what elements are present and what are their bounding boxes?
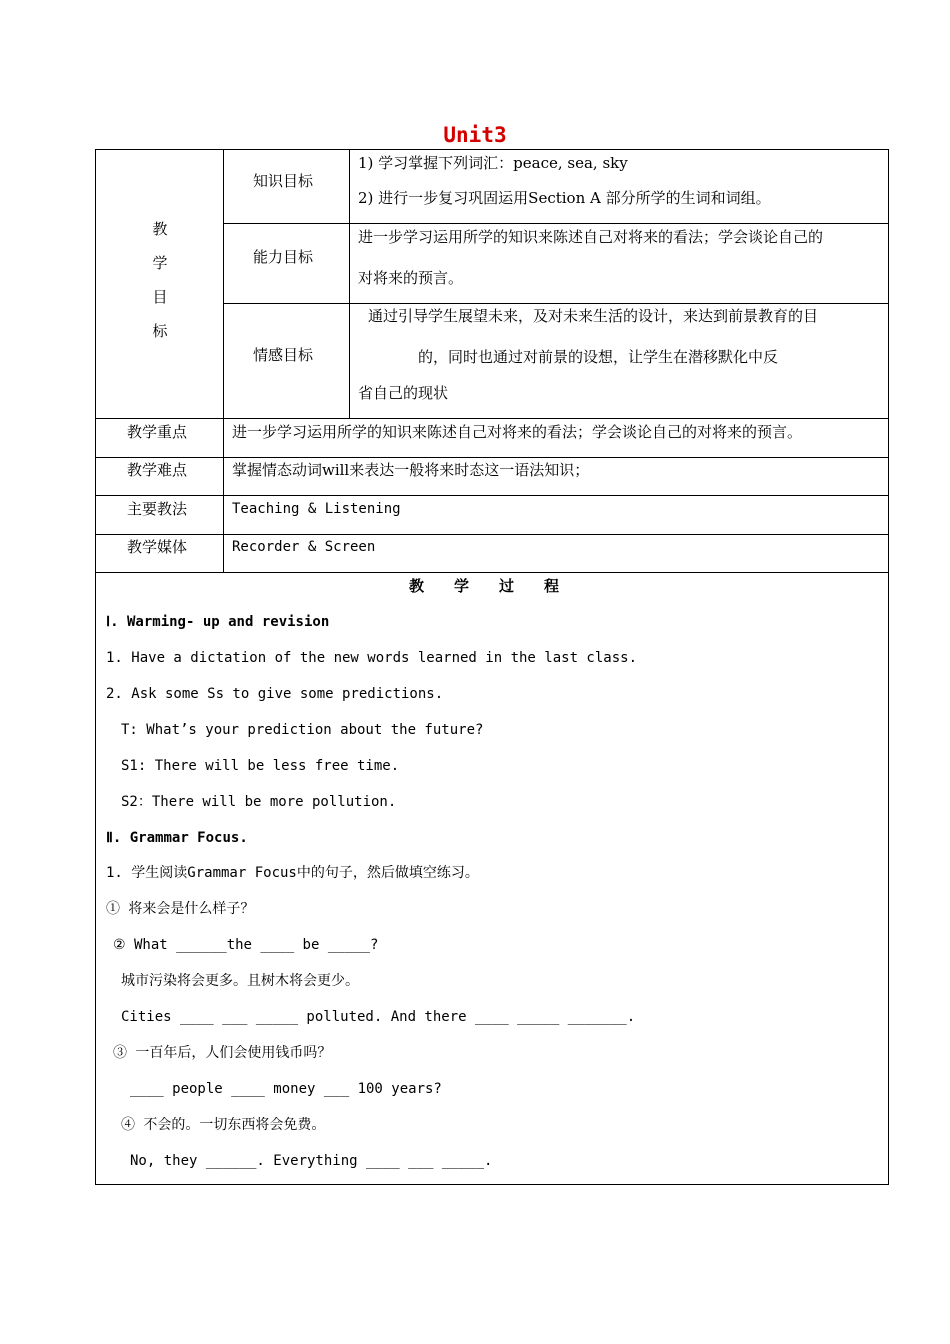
emotion-objective-line2: 的，同时也通过对前景的设想，让学生在潜移默化中反 — [418, 348, 779, 366]
knowledge-objective-label: 知识目标 — [253, 172, 314, 190]
section2-line: ① 将来会是什么样子？ — [106, 901, 255, 917]
section2-heading: Ⅱ. Grammar Focus. — [106, 830, 248, 846]
emotion-objective-line1: 通过引导学生展望未来，及对未来生活的设计，来达到前景教育的目 — [368, 307, 819, 325]
section1-line: S1: There will be less free time. — [121, 758, 400, 774]
emotion-objective-line3: 省自己的现状 — [358, 384, 449, 402]
difficulties-value: 掌握情态动词will来表达一般将来时态这一语法知识； — [232, 461, 590, 479]
page-title: Unit3 — [443, 123, 507, 147]
emotion-objective-label: 情感目标 — [253, 346, 314, 364]
section2-line: 城市污染将会更多。且树木将会更少。 — [121, 973, 359, 989]
key-points-value: 进一步学习运用所学的知识来陈述自己对将来的看法；学会谈论自己的对将来的预言。 — [232, 423, 803, 441]
media-value: Recorder & Screen — [232, 539, 376, 555]
section2-line: ____ people ____ money ___ 100 years? — [130, 1081, 442, 1097]
section2-line: No, they ______. Everything ____ ___ _____. — [130, 1153, 493, 1169]
knowledge-objective-line1: 1) 学习掌握下列词汇：peace, sea, sky — [358, 154, 628, 172]
knowledge-objective-line2: 2) 进行一步复习巩固运用Section A 部分所学的生词和词组。 — [358, 189, 771, 207]
ability-objective-line1: 进一步学习运用所学的知识来陈述自己对将来的看法；学会谈论自己的 — [358, 228, 824, 246]
section2-line: 1. 学生阅读Grammar Focus中的句子，然后做填空练习。 — [106, 865, 479, 881]
section2-line: Cities ____ ___ _____ polluted. And there ____ _____ _______. — [121, 1009, 636, 1025]
section2-line: ② What ______the ____ be _____? — [113, 937, 379, 953]
methods-label: 主要教法 — [127, 500, 188, 518]
section2-line: ④ 不会的。一切东西将会免费。 — [121, 1117, 326, 1133]
methods-value: Teaching & Listening — [232, 501, 401, 517]
section1-line: T: What’s your prediction about the future? — [121, 722, 484, 738]
section1-line: S2：There will be more pollution. — [121, 794, 397, 810]
ability-objective-label: 能力目标 — [253, 248, 314, 266]
section1-heading: Ⅰ. Warming- up and revision — [106, 614, 330, 630]
media-label: 教学媒体 — [127, 538, 188, 556]
objectives-label: 教 学 目 标 — [152, 220, 168, 340]
section2-line: ③ 一百年后，人们会使用钱币吗？ — [113, 1045, 332, 1061]
section1-line: 1. Have a dictation of the new words learned in the last class. — [106, 650, 638, 666]
section1-line: 2. Ask some Ss to give some predictions. — [106, 686, 444, 702]
process-heading: 教 学 过 程 — [409, 577, 560, 595]
difficulties-label: 教学难点 — [127, 461, 188, 479]
ability-objective-line2: 对将来的预言。 — [358, 269, 464, 287]
key-points-label: 教学重点 — [127, 423, 188, 441]
